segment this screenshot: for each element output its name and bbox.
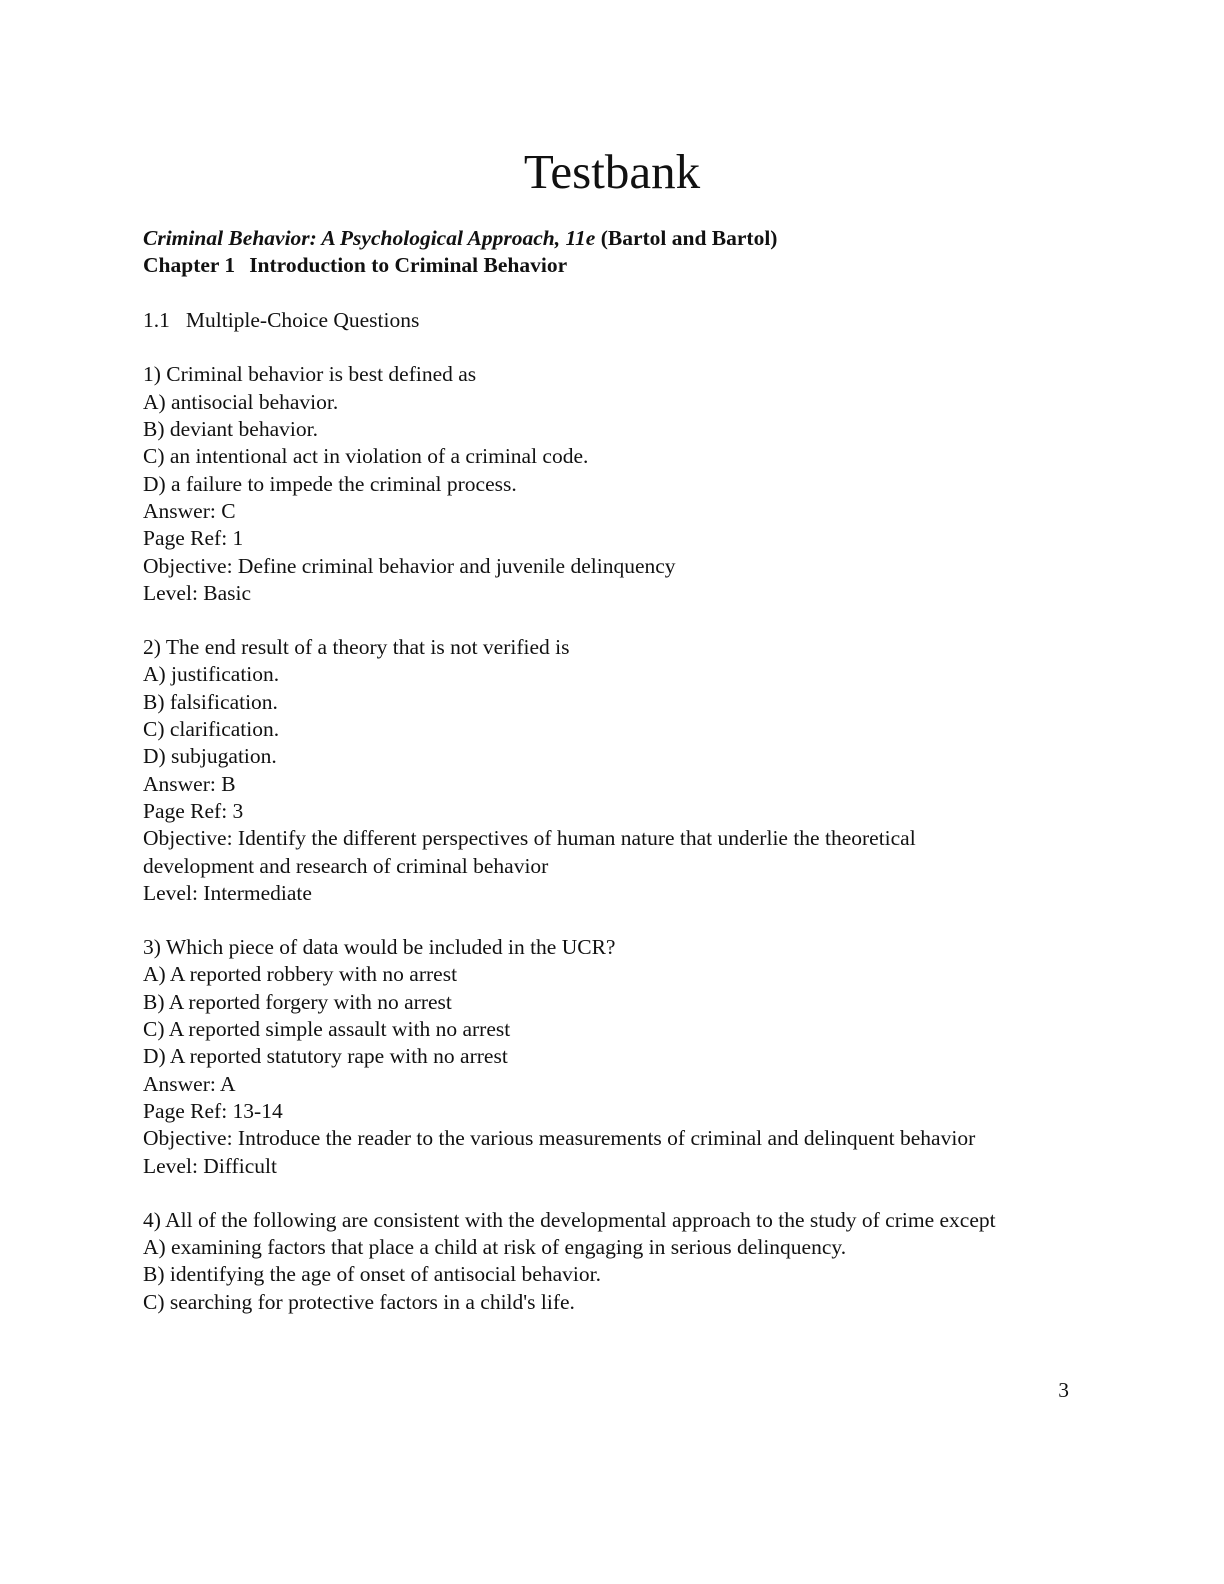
page-ref: Page Ref: 3 — [143, 798, 244, 823]
difficulty-level: Level: Difficult — [143, 1153, 277, 1178]
answer-option-d: D) subjugation. — [143, 744, 277, 769]
answer-option-a: A) A reported robbery with no arrest — [143, 962, 458, 987]
answer-key: Answer: C — [143, 498, 236, 523]
difficulty-level: Level: Intermediate — [143, 880, 312, 905]
answer-key: Answer: B — [143, 771, 236, 796]
answer-option-c: C) searching for protective factors in a child's life. — [143, 1289, 575, 1314]
page-ref: Page Ref: 13-14 — [143, 1098, 283, 1123]
page-number: 3 — [1058, 1378, 1069, 1402]
answer-option-c: C) clarification. — [143, 717, 280, 742]
document-body — [143, 225, 1083, 1316]
chapter-label: Chapter 1 — [143, 253, 236, 278]
chapter-title: Introduction to Criminal Behavior — [249, 253, 568, 278]
question-1 — [143, 361, 1083, 607]
answer-option-a: A) antisocial behavior. — [143, 389, 339, 414]
answer-option-d: D) A reported statutory rape with no arrest — [143, 1044, 508, 1069]
page-ref: Page Ref: 1 — [143, 526, 244, 551]
objective: Objective: Introduce the reader to the various measurements of criminal and delinquent behavior — [143, 1126, 976, 1151]
answer-option-b: B) A reported forgery with no arrest — [143, 989, 452, 1014]
chapter-heading — [143, 252, 1083, 279]
question-3 — [143, 934, 1083, 1180]
question-2 — [143, 634, 1083, 907]
answer-option-a: A) examining factors that place a child at risk of engaging in serious delinquency. — [143, 1235, 847, 1260]
answer-option-a: A) justification. — [143, 662, 280, 687]
answer-key: Answer: A — [143, 1071, 236, 1096]
objective: Objective: Identify the different perspectives of human nature that underlie the theoretical development and research of criminal behavior — [143, 826, 916, 878]
book-authors: (Bartol and Bartol) — [600, 226, 778, 250]
question-stem: 2) The end result of a theory that is not verified is — [143, 635, 570, 660]
answer-option-b: B) identifying the age of onset of antisocial behavior. — [143, 1262, 601, 1287]
difficulty-level: Level: Basic — [143, 580, 252, 605]
question-stem: 4) All of the following are consistent with the developmental approach to the study of crime except — [143, 1207, 996, 1232]
section-heading — [143, 307, 1083, 334]
answer-option-d: D) a failure to impede the criminal process. — [143, 471, 517, 496]
answer-option-c: C) A reported simple assault with no arrest — [143, 1017, 511, 1042]
section-title: Multiple-Choice Questions — [185, 307, 420, 332]
answer-option-c: C) an intentional act in violation of a criminal code. — [143, 444, 589, 469]
answer-option-b: B) deviant behavior. — [143, 417, 318, 442]
question-stem: 1) Criminal behavior is best defined as — [143, 362, 477, 387]
objective: Objective: Define criminal behavior and juvenile delinquency — [143, 553, 676, 578]
answer-option-b: B) falsification. — [143, 689, 278, 714]
book-heading — [143, 225, 1083, 252]
question-4 — [143, 1207, 1083, 1316]
document-title: Testbank — [523, 144, 701, 199]
section-number: 1.1 — [143, 307, 170, 332]
book-title: Criminal Behavior: A Psychological Approach, 11e — [143, 226, 596, 250]
question-stem: 3) Which piece of data would be included in the UCR? — [143, 935, 616, 960]
